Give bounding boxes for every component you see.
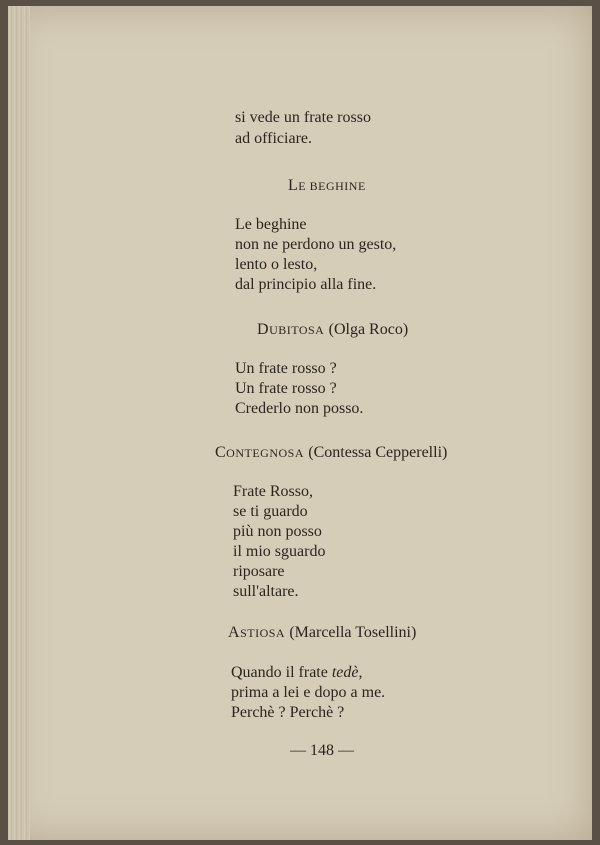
section-heading: LE BEGHINE (288, 177, 366, 194)
section-heading: CONTEGNOSA (Contessa Cepperelli) (215, 444, 448, 461)
section-heading: DUBITOSA (Olga Roco) (257, 321, 409, 338)
poem-line: dal principio alla fine. (235, 276, 377, 293)
poem-line: riposare (233, 563, 285, 580)
poem-line: più non posso (233, 523, 322, 540)
poem-line: se ti guardo (233, 503, 308, 520)
poem-line: Frate Rosso, (233, 483, 313, 500)
poem-line: ad officiare. (235, 130, 312, 147)
poem-line: Un frate rosso ? (235, 360, 337, 377)
poem-line: non ne perdono un gesto, (235, 236, 397, 253)
heading-note: (Marcella Tosellini) (289, 624, 417, 641)
poem-line: prima a lei e dopo a me. (231, 684, 386, 701)
poem-line: Un frate rosso ? (235, 380, 337, 397)
section-heading: ASTIOSA (Marcella Tosellini) (228, 624, 417, 641)
poem-line: lento o lesto, (235, 256, 318, 273)
poem-line: il mio sguardo (233, 543, 326, 560)
page-number: — 148 — (290, 742, 354, 759)
page-edges (8, 6, 30, 840)
heading-note: (Contessa Cepperelli) (308, 444, 448, 461)
poem-line: sull'altare. (233, 583, 299, 600)
poem-line: Quando il frate tedè, (231, 664, 363, 681)
poem-line: Crederlo non posso. (235, 400, 364, 417)
heading-note: (Olga Roco) (328, 321, 409, 338)
poem-line: Perchè ? Perchè ? (231, 704, 345, 721)
poem-line: si vede un frate rosso (235, 109, 371, 126)
poem-line: Le beghine (235, 216, 307, 233)
